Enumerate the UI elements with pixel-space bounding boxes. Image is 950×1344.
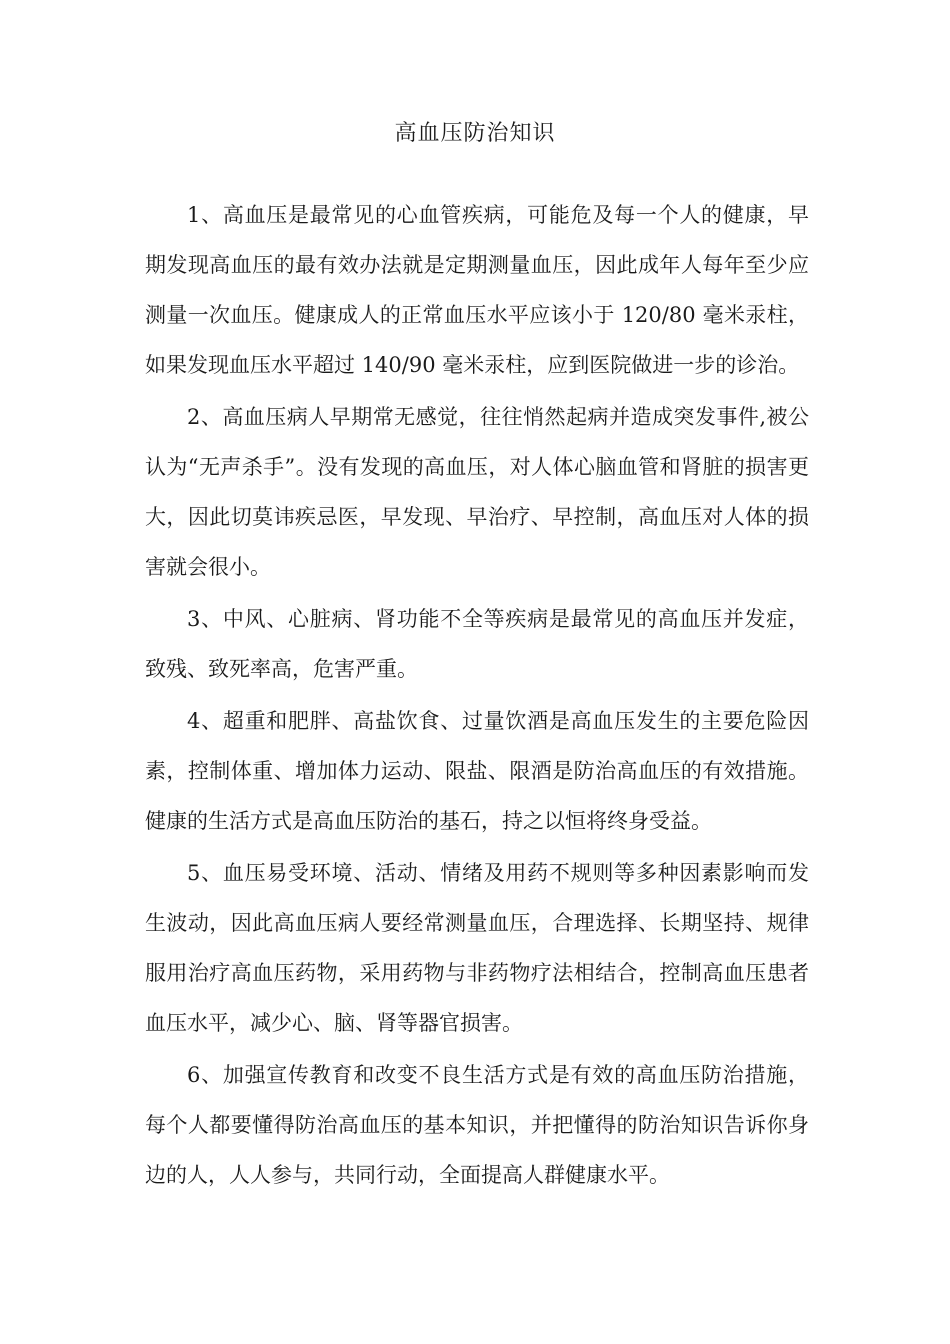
paragraph-3: 3、中风、心脏病、肾功能不全等疾病是最常见的高血压并发症，致残、致死率高，危害严重。 [145, 607, 809, 681]
paragraph-1: 1、高血压是最常见的心血管疾病，可能危及每一个人的健康，早期发现高血压的最有效办法就是定期测量血压，因此成年人每年至少应测量一次血压。健康成人的正常血压水平应该小于 120/80 毫米汞柱，如果发现血压水平超过 140/90 毫米汞柱，应到医院做进一步的诊治。 [145, 203, 809, 377]
paragraph-5: 5、血压易受环境、活动、情绪及用药不规则等多种因素影响而发生波动，因此高血压病人要经常测量血压，合理选择、长期坚持、规律服用治疗高血压药物，采用药物与非药物疗法相结合，控制高血压患者血压水平，减少心、脑、肾等器官损害。 [145, 861, 809, 1035]
paragraph-4: 4、超重和肥胖、高盐饮食、过量饮酒是高血压发生的主要危险因素，控制体重、增加体力运动、限盐、限酒是防治高血压的有效措施。健康的生活方式是高血压防治的基石，持之以恒将终身受益。 [145, 709, 809, 833]
paragraph-2: 2、高血压病人早期常无感觉，往往悄然起病并造成突发事件,被公认为“无声杀手”。没有发现的高血压，对人体心脑血管和肾脏的损害更大，因此切莫讳疾忌医，早发现、早治疗、早控制，高血压对人体的损害就会很小。 [145, 405, 809, 579]
document-title: 高血压防治知识 [394, 121, 556, 146]
document-body [145, 190, 809, 1202]
paragraph-6: 6、加强宣传教育和改变不良生活方式是有效的高血压防治措施，每个人都要懂得防治高血压的基本知识，并把懂得的防治知识告诉你身边的人，人人参与，共同行动，全面提高人群健康水平。 [145, 1063, 809, 1187]
